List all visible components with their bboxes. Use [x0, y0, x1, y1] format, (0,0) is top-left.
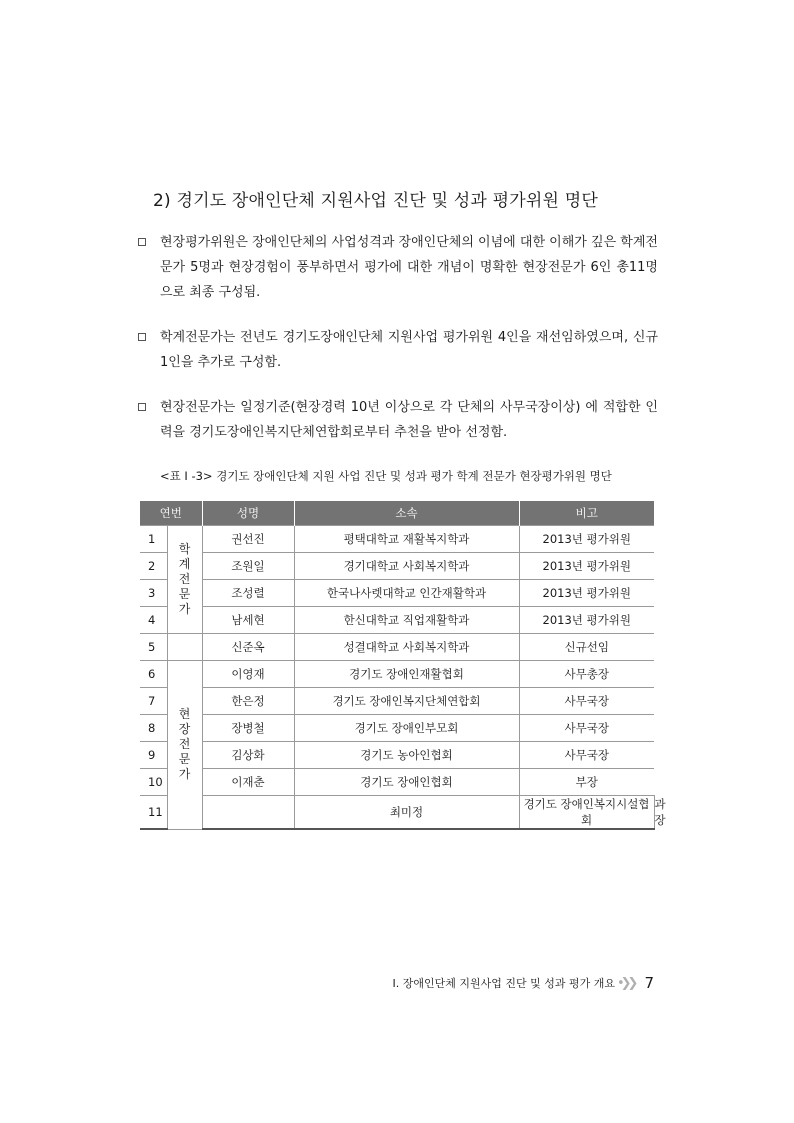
table-caption: <표 Ⅰ -3> 경기도 장애인단체 지원 사업 진단 및 성과 평가 학계 전문가 현장평가위원 명단	[160, 469, 612, 483]
row-note: 2013년 평가위원	[519, 526, 654, 553]
row-org: 경기도 장애인복지단체연합회	[294, 688, 519, 715]
header-note: 비고	[519, 501, 654, 526]
row-note: 사무총장	[519, 661, 654, 688]
row-no: 2	[140, 553, 167, 580]
bullet-paragraph-1	[138, 230, 658, 305]
row-name: 조성렬	[202, 580, 294, 607]
row-no: 10	[140, 769, 167, 796]
row-no: 6	[140, 661, 167, 688]
row-org: 성결대학교 사회복지학과	[294, 634, 519, 661]
header-no: 연번	[140, 501, 202, 526]
row-name: 권선진	[202, 526, 294, 553]
table-row	[140, 607, 654, 634]
row-no: 4	[140, 607, 167, 634]
row-no: 1	[140, 526, 167, 553]
table-row	[140, 715, 654, 742]
group-field	[167, 661, 202, 830]
group-field-label: 현 장 전 문 가	[178, 707, 191, 782]
evaluator-table	[140, 501, 666, 830]
row-name-spanning	[167, 634, 202, 661]
row-no: 7	[140, 688, 167, 715]
row-group-spanning	[202, 796, 294, 830]
row-org: 한신대학교 직업재활학과	[294, 607, 519, 634]
bullet-text: 현장평가위원은 장애인단체의 사업성격과 장애인단체의 이념에 대한 이해가 깊은 학계전문가 5명과 현장경험이 풍부하면서 평가에 대한 개념이 명확한 현장전문가 6인 총11명으로 최종 구성됨.	[160, 235, 658, 300]
row-org: 경기도 농아인협회	[294, 742, 519, 769]
row-no: 11	[140, 796, 167, 830]
row-org: 경기대학교 사회복지학과	[294, 553, 519, 580]
row-no: 3	[140, 580, 167, 607]
square-bullet-icon	[138, 403, 146, 411]
row-name: 김상화	[202, 742, 294, 769]
table-row	[140, 769, 654, 796]
row-org: 평택대학교 재활복지학과	[294, 526, 519, 553]
row-name: 조원일	[202, 553, 294, 580]
row-note: 부장	[519, 769, 654, 796]
section-title: 2) 경기도 장애인단체 지원사업 진단 및 성과 평가위원 명단	[153, 191, 598, 211]
table-row	[140, 580, 654, 607]
row-note: 사무국장	[519, 688, 654, 715]
row-org: 경기도 장애인부모회	[294, 715, 519, 742]
row-note: 사무국장	[519, 742, 654, 769]
bullet-paragraph-2	[138, 325, 658, 375]
row-note: 2013년 평가위원	[519, 553, 654, 580]
group-academic-label: 학 계 전 문 가	[178, 542, 191, 616]
bullet-paragraph-3	[138, 395, 658, 445]
row-org: 경기도 장애인협회	[294, 769, 519, 796]
table-row	[140, 661, 654, 688]
row-org: 경기도 장애인복지시설협회	[519, 796, 654, 830]
group-academic	[167, 526, 202, 634]
row-no: 8	[140, 715, 167, 742]
row-name: 신준옥	[202, 634, 294, 661]
row-note: 2013년 평가위원	[519, 580, 654, 607]
row-note: 신규선임	[519, 634, 654, 661]
table-row	[140, 742, 654, 769]
row-name: 남세현	[202, 607, 294, 634]
square-bullet-icon	[138, 333, 146, 341]
row-name: 최미정	[294, 796, 519, 830]
row-org: 경기도 장애인재활협회	[294, 661, 519, 688]
table-row	[140, 688, 654, 715]
page-number: 7	[644, 974, 654, 992]
row-org: 한국나사렛대학교 인간재활학과	[294, 580, 519, 607]
table-row	[140, 526, 654, 553]
bullet-text: 학계전문가는 전년도 경기도장애인단체 지원사업 평가위원 4인을 재선임하였으며, 신규 1인을 추가로 구성함.	[160, 330, 658, 370]
row-no: 9	[140, 742, 167, 769]
table-row	[140, 634, 654, 661]
table-header-row	[140, 501, 654, 526]
footer-chapter: Ⅰ. 장애인단체 지원사업 진단 및 성과 평가 개요	[392, 977, 615, 990]
square-bullet-icon	[138, 238, 146, 246]
page-footer	[393, 974, 654, 992]
row-name: 한은정	[202, 688, 294, 715]
row-note: 2013년 평가위원	[519, 607, 654, 634]
row-note: 사무국장	[519, 715, 654, 742]
row-no: 5	[140, 634, 167, 661]
table-row	[140, 553, 654, 580]
header-org: 소속	[294, 501, 519, 526]
table-row: 11 최미정 경기도 장애인복지시설협회 과장	[140, 796, 654, 830]
row-name: 이영재	[202, 661, 294, 688]
header-name: 성명	[202, 501, 294, 526]
row-name: 장병철	[202, 715, 294, 742]
bullet-text: 현장전문가는 일정기준(현장경력 10년 이상으로 각 단체의 사무국장이상) 에 적합한 인력을 경기도장애인복지단체연합회로부터 추천을 받아 선정함.	[160, 400, 658, 440]
row-name: 이재춘	[202, 769, 294, 796]
double-chevron-icon: •❯❯	[617, 975, 635, 991]
